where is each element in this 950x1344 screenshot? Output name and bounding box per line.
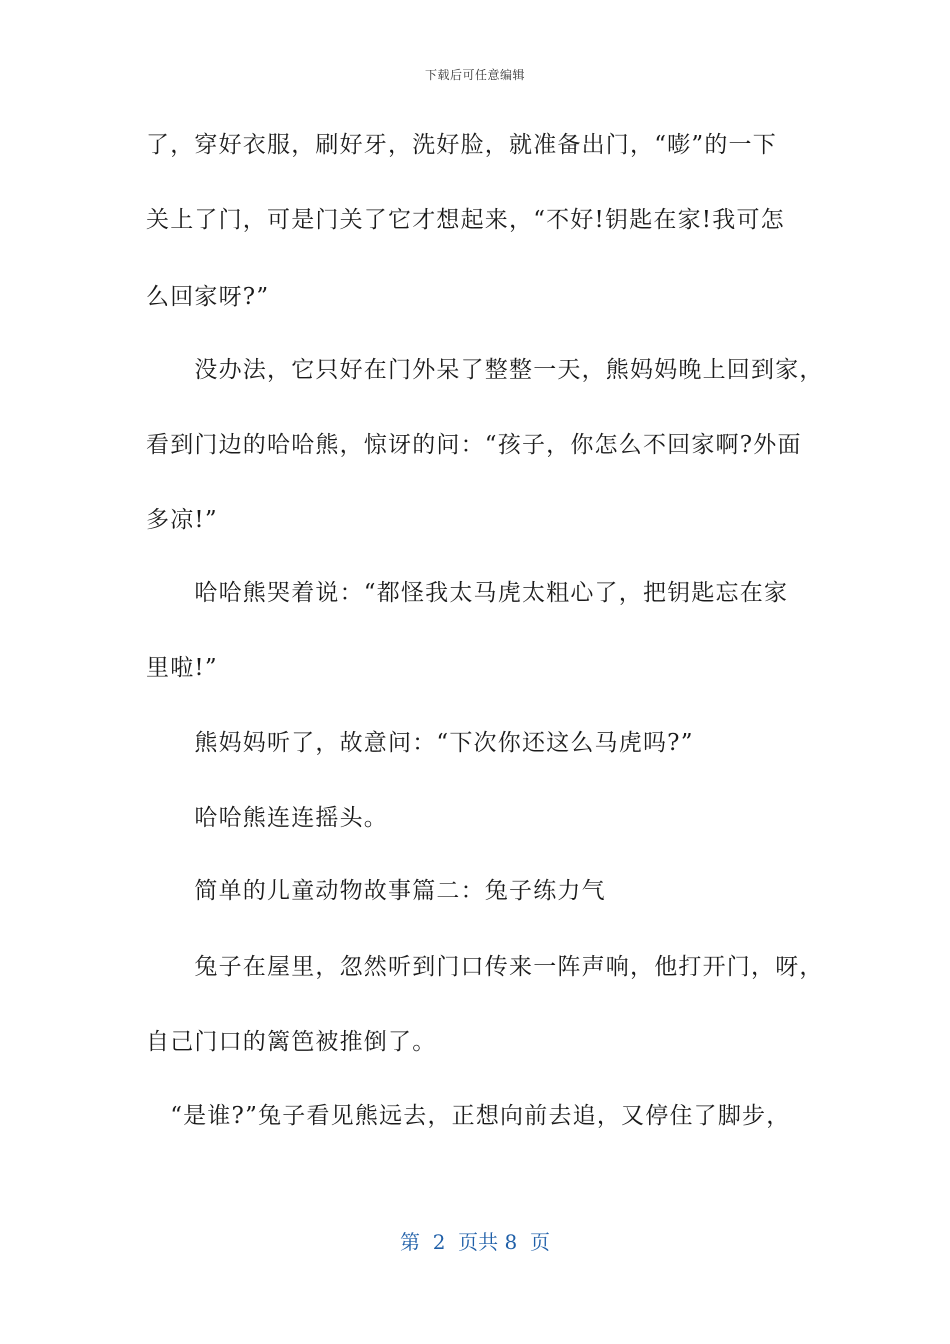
text-line: 哈哈熊哭着说：“都怪我太马虎太粗心了，把钥匙忘在家 — [146, 580, 789, 606]
text-line: 兔子在屋里，忽然听到门口传来一阵声响，他打开门，呀， — [146, 954, 824, 980]
page-number: 第 2 页共 8 页 — [400, 1230, 550, 1254]
text-line: 多凉!” — [146, 507, 218, 533]
text-line: 了，穿好衣服，刷好牙，洗好脸，就准备出门，“嘭”的一下 — [146, 132, 777, 158]
text-line: 没办法，它只好在门外呆了整整一天，熊妈妈晚上回到家， — [146, 357, 824, 383]
page-footer — [0, 1226, 950, 1255]
section-heading: 简单的儿童动物故事篇二：兔子练力气 — [146, 878, 606, 904]
text-line: 里啦!” — [146, 655, 218, 681]
text-line: “是谁?”兔子看见熊远去，正想向前去追，又停住了脚步， — [146, 1103, 791, 1129]
text-line: 哈哈熊连连摇头。 — [146, 805, 388, 831]
text-line: 自己门口的篱笆被推倒了。 — [146, 1029, 437, 1055]
page-header: 下载后可任意编辑 — [424, 68, 525, 82]
text-line: 么回家呀?” — [146, 284, 270, 310]
text-line: 看到门边的哈哈熊，惊讶的问：“孩子，你怎么不回家啊?外面 — [146, 432, 802, 458]
text-line: 熊妈妈听了，故意问：“下次你还这么马虎吗?” — [146, 730, 694, 756]
text-line: 关上了门，可是门关了它才想起来，“不好!钥匙在家!我可怎 — [146, 207, 785, 233]
